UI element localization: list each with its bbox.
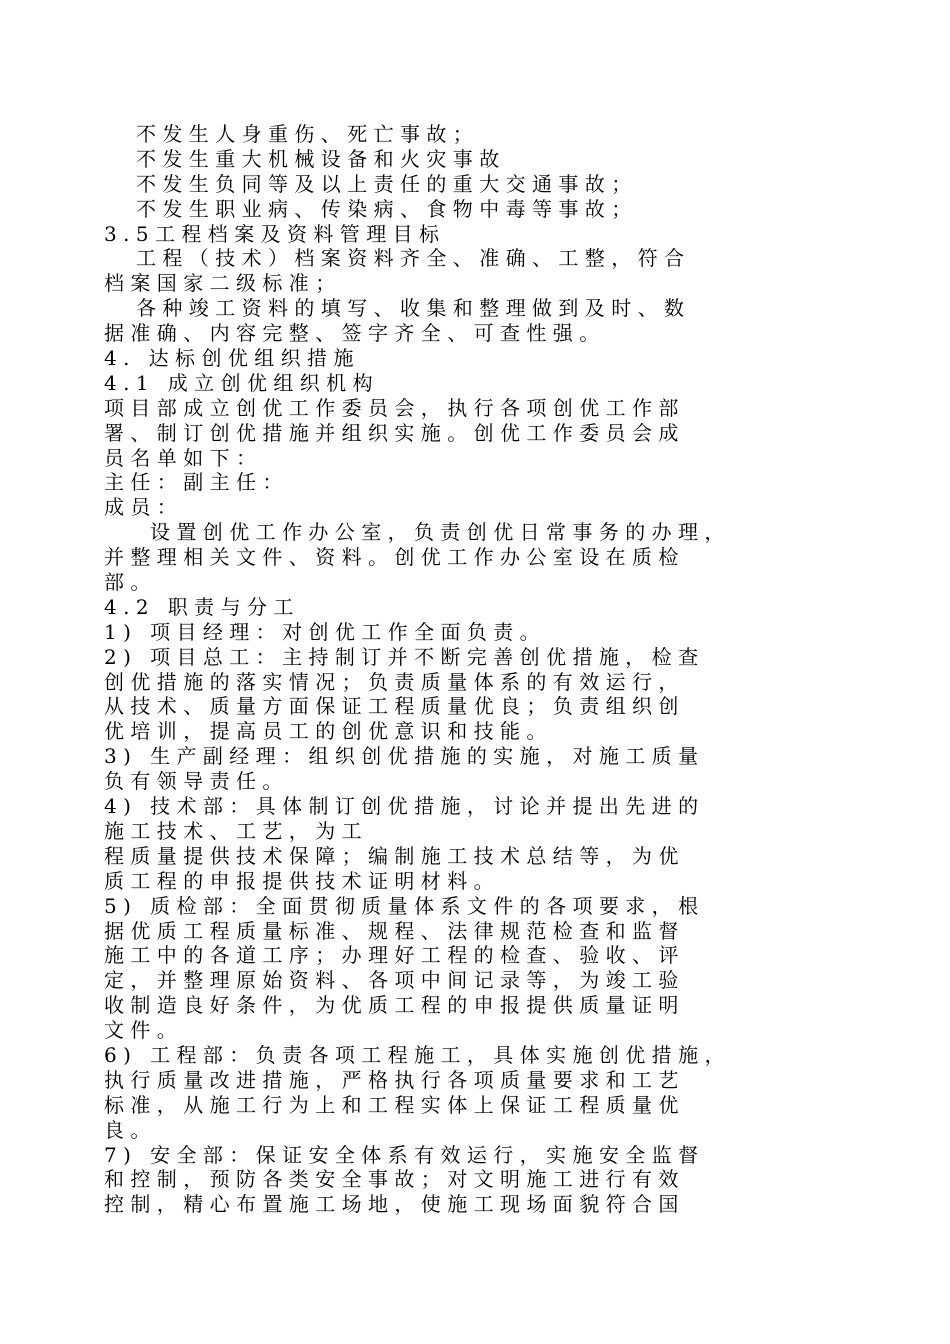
text-line: 3.5工程档案及资料管理目标 [104,221,446,246]
document-body [104,122,874,1217]
text-line: 署、制订创优措施并组织实施。创优工作委员会成 [104,420,685,445]
text-line: 5) 质检部：全面贯彻质量体系文件的各项要求，根 [104,893,705,918]
text-line: 部。 [104,570,157,595]
text-line: 控制，精心布置施工场地，使施工现场面貌符合国 [104,1192,685,1217]
text-line: 良。 [104,1117,157,1142]
text-line: 从技术、质量方面保证工程质量优良；负责组织创 [104,694,685,719]
text-line: 收制造良好条件，为优质工程的申报提供质量证明 [104,993,685,1018]
text-line: 工程（技术）档案资料齐全、准确、工整，符合 [136,246,691,271]
text-line: 施工技术、工艺，为工 [104,818,368,843]
text-line: 7) 安全部：保证安全体系有效运行，实施安全监督 [104,1142,705,1167]
text-line: 4. 达标创优组织措施 [104,346,360,371]
text-line: 6) 工程部：负责各项工程施工，具体实施创优措施， [104,1042,731,1067]
text-line: 据准确、内容完整、签字齐全、可查性强。 [104,321,606,346]
text-line: 施工中的各道工序；办理好工程的检查、验收、评 [104,943,685,968]
text-line: 负有领导责任。 [104,769,289,794]
text-line: 项目部成立创优工作委员会，执行各项创优工作部 [104,395,685,420]
text-line: 据优质工程质量标准、规程、法律规范检查和监督 [104,918,685,943]
text-line: 不发生重大机械设备和火灾事故 [136,146,506,171]
text-line: 2) 项目总工：主持制订并不断完善创优措施，检查 [104,644,705,669]
text-line: 创优措施的落实情况；负责质量体系的有效运行， [104,669,685,694]
text-line: 文件。 [104,1018,184,1043]
text-line: 档案国家二级标准； [104,271,342,296]
text-line: 各种竣工资料的填写、收集和整理做到及时、数 [136,296,691,321]
text-line: 执行质量改进措施，严格执行各项质量要求和工艺 [104,1067,685,1092]
text-line: 员名单如下： [104,445,263,470]
text-line: 3) 生产副经理：组织创优措施的实施，对施工质量 [104,744,705,769]
text-line: 不发生人身重伤、死亡事故； [136,122,480,146]
text-line: 成员： [104,495,184,520]
text-line: 4) 技术部：具体制订创优措施，讨论并提出先进的 [104,794,705,819]
text-line: 优培训，提高员工的创优意识和技能。 [104,719,553,744]
text-line: 并整理相关文件、资料。创优工作办公室设在质检 [104,545,685,570]
text-line: 4.2 职责与分工 [104,594,300,619]
text-line: 程质量提供技术保障；编制施工技术总结等，为优 [104,843,685,868]
text-line: 定，并整理原始资料、各项中间记录等，为竣工验 [104,968,685,993]
text-line: 标准，从施工行为上和工程实体上保证工程质量优 [104,1092,685,1117]
text-line: 4.1 成立创优组织机构 [104,370,379,395]
text-line: 主任：副主任： [104,470,289,495]
text-line: 不发生职业病、传染病、食物中毒等事故； [136,196,638,221]
text-line: 设置创优工作办公室，负责创优日常事务的办理， [150,520,731,545]
text-line: 1) 项目经理：对创优工作全面负责。 [104,619,547,644]
text-line: 和控制，预防各类安全事故；对文明施工进行有效 [104,1167,685,1192]
text-line: 不发生负同等及以上责任的重大交通事故； [136,171,638,196]
text-line: 质工程的申报提供技术证明材料。 [104,868,500,893]
